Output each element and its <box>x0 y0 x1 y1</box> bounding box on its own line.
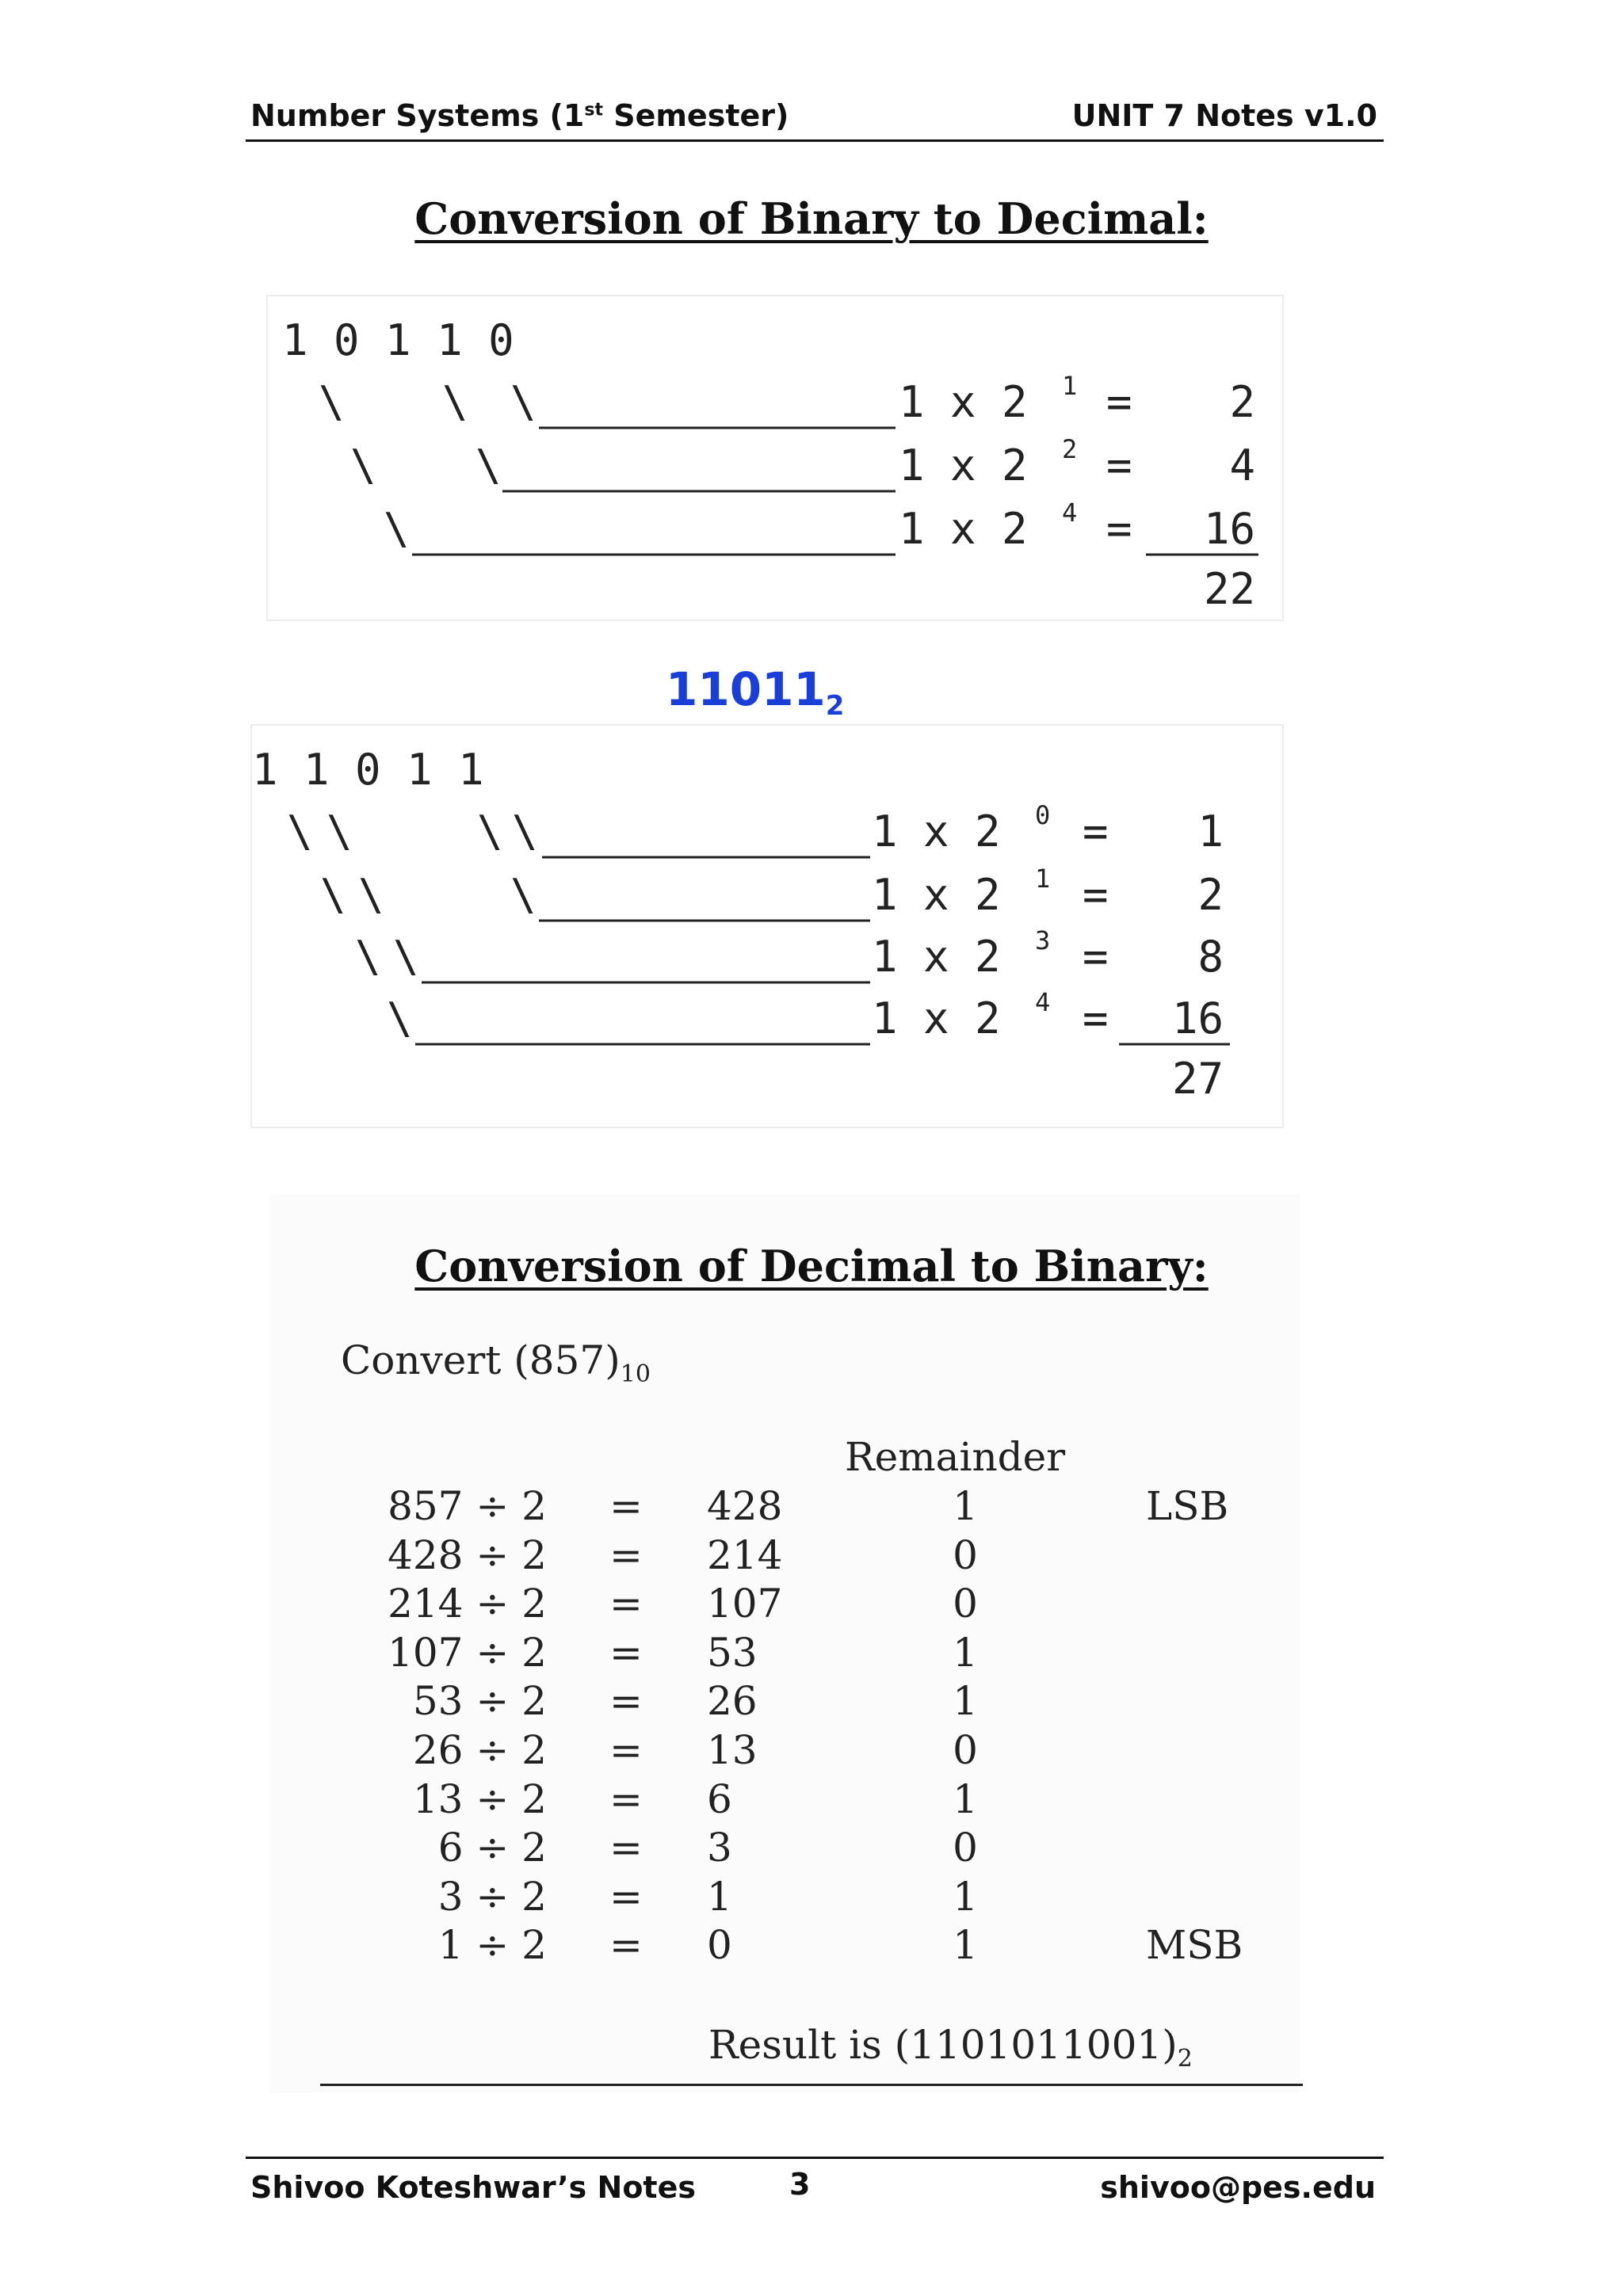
header-unit-label: UNIT 7 Notes v1.0 <box>1071 98 1377 133</box>
division-expr-cell: 428 ÷ 2 <box>388 1531 547 1578</box>
division-quotient-cell: 13 <box>707 1727 758 1773</box>
division-quotient-cell: 107 <box>707 1581 783 1627</box>
svg-text:\: \ <box>358 870 384 920</box>
svg-text:1: 1 <box>1062 371 1078 401</box>
svg-text:\: \ <box>287 807 313 856</box>
svg-text:1 x 2: 1 x 2 <box>899 377 1028 427</box>
svg-text:1 x 2: 1 x 2 <box>872 870 1001 920</box>
svg-text:=: = <box>1083 994 1109 1043</box>
fig2-leader-lines <box>415 857 870 1044</box>
division-eq-cell: = <box>609 1678 643 1725</box>
footer-author: Shivoo Koteshwar’s Notes <box>250 2170 696 2205</box>
fig1-row-3 <box>899 498 1255 554</box>
svg-text:0: 0 <box>1035 800 1051 830</box>
division-expr-cell: 26 ÷ 2 <box>412 1727 547 1773</box>
svg-text:1: 1 <box>1035 864 1051 894</box>
division-quotient-cell: 428 <box>707 1483 783 1529</box>
binary-to-decimal-figure-1 <box>266 295 1284 621</box>
division-eq-cell: = <box>609 1825 643 1871</box>
fig2-slashes <box>287 807 538 1043</box>
fig2-row-2 <box>872 864 1224 920</box>
division-eq-cell: = <box>609 1922 643 1969</box>
division-remainder-cell: 0 <box>953 1727 978 1773</box>
fig2-row-4 <box>872 987 1224 1043</box>
division-quotient-cell: 0 <box>707 1922 732 1969</box>
fig1-row-1 <box>899 371 1255 427</box>
svg-text:2: 2 <box>1062 434 1078 464</box>
division-remainder-cell: 1 <box>953 1483 978 1529</box>
svg-text:1 x 2: 1 x 2 <box>899 441 1028 490</box>
svg-text:\: \ <box>355 932 381 982</box>
result-divider <box>320 2084 1303 2086</box>
division-eq-cell: = <box>609 1531 643 1578</box>
division-quotient-cell: 26 <box>707 1678 758 1725</box>
page-footer <box>246 2157 1384 2214</box>
svg-text:1 x 2: 1 x 2 <box>899 504 1028 554</box>
svg-text:4: 4 <box>1229 441 1255 490</box>
svg-text:\: \ <box>350 441 376 490</box>
division-quotient-cell: 53 <box>707 1629 758 1676</box>
svg-text:\: \ <box>442 377 468 427</box>
remainder-header: Remainder <box>845 1434 1066 1480</box>
svg-text:16: 16 <box>1203 504 1255 554</box>
svg-text:1 x 2: 1 x 2 <box>872 807 1001 856</box>
svg-text:=: = <box>1106 441 1132 490</box>
division-expr-cell: 13 ÷ 2 <box>412 1775 547 1822</box>
svg-text:\: \ <box>327 807 353 856</box>
division-remainder-cell: 0 <box>953 1581 978 1627</box>
svg-text:4: 4 <box>1062 498 1078 528</box>
svg-text:=: = <box>1106 377 1132 427</box>
svg-text:=: = <box>1083 932 1109 982</box>
svg-text:\: \ <box>384 504 410 554</box>
division-quotient-cell: 3 <box>707 1825 732 1871</box>
division-quotient-cell: 1 <box>707 1873 732 1920</box>
header-course-title: Number Systems (1st Semester) <box>250 98 789 133</box>
division-quotient-cell: 214 <box>707 1531 783 1578</box>
svg-text:1: 1 <box>1197 807 1224 856</box>
division-quotient-cell: 6 <box>707 1775 732 1822</box>
division-eq-cell: = <box>609 1727 643 1773</box>
fig1-row-2 <box>899 434 1255 490</box>
fig2-bits: 1 1 0 1 1 <box>252 745 484 795</box>
division-expr-cell: 107 ÷ 2 <box>388 1629 547 1676</box>
section-title-decimal-to-binary: Conversion of Decimal to Binary: <box>414 1241 1209 1291</box>
division-eq-cell: = <box>609 1581 643 1627</box>
svg-text:\: \ <box>387 994 413 1043</box>
footer-email: shivoo@pes.edu <box>1100 2170 1376 2205</box>
fig1-bits: 1 0 1 1 0 <box>282 315 514 365</box>
svg-text:\: \ <box>320 870 346 920</box>
result-text: Result is $(1101011001)_2$ <box>708 2022 1193 2073</box>
footer-page-number: 3 <box>789 2167 811 2202</box>
svg-text:16: 16 <box>1171 994 1224 1043</box>
division-tag-cell: LSB <box>1146 1483 1229 1529</box>
division-expr-cell: 214 ÷ 2 <box>388 1581 547 1627</box>
svg-text:=: = <box>1106 504 1132 554</box>
division-remainder-cell: 1 <box>953 1775 978 1822</box>
example2-label: $11011_2$ <box>666 662 845 722</box>
division-remainder-cell: 0 <box>953 1825 978 1871</box>
svg-text:=: = <box>1083 807 1109 856</box>
fig1-total: 22 <box>1203 564 1255 614</box>
svg-text:\: \ <box>477 807 503 856</box>
division-eq-cell: = <box>609 1483 643 1529</box>
division-expr-cell: 3 ÷ 2 <box>437 1873 547 1920</box>
fig1-slashes <box>319 377 537 554</box>
division-expr-cell: 6 ÷ 2 <box>437 1825 547 1871</box>
fig2-row-3 <box>872 925 1224 982</box>
division-eq-cell: = <box>609 1775 643 1822</box>
division-remainder-cell: 0 <box>953 1531 978 1578</box>
svg-text:\: \ <box>319 377 345 427</box>
svg-text:2: 2 <box>1229 377 1255 427</box>
svg-text:2: 2 <box>1197 870 1224 920</box>
binary-to-decimal-figure-2 <box>250 724 1284 1128</box>
svg-text:\: \ <box>510 870 537 920</box>
page-header <box>246 93 1384 142</box>
section-title-binary-to-decimal: Conversion of Binary to Decimal: <box>414 193 1209 244</box>
division-eq-cell: = <box>609 1873 643 1920</box>
svg-text:=: = <box>1083 870 1109 920</box>
division-remainder-cell: 1 <box>953 1922 978 1969</box>
svg-text:\: \ <box>510 377 537 427</box>
svg-text:1 x 2: 1 x 2 <box>872 932 1001 982</box>
division-remainder-cell: 1 <box>953 1629 978 1676</box>
division-expr-cell: 53 ÷ 2 <box>412 1678 547 1725</box>
svg-text:\: \ <box>512 807 538 856</box>
division-expr-cell: 1 ÷ 2 <box>437 1922 547 1969</box>
svg-text:\: \ <box>475 441 502 490</box>
division-eq-cell: = <box>609 1629 643 1676</box>
division-remainder-cell: 1 <box>953 1873 978 1920</box>
svg-text:3: 3 <box>1035 925 1051 955</box>
svg-text:\: \ <box>393 932 419 982</box>
fig2-row-1 <box>872 800 1224 856</box>
division-tag-cell: MSB <box>1146 1922 1243 1969</box>
svg-text:8: 8 <box>1197 932 1224 982</box>
division-expr-cell: 857 ÷ 2 <box>388 1483 547 1529</box>
convert-prompt: Convert $(857)_{10}$ <box>341 1337 651 1388</box>
fig2-total: 27 <box>1171 1054 1224 1104</box>
svg-text:1 x 2: 1 x 2 <box>872 994 1001 1043</box>
svg-text:4: 4 <box>1035 987 1051 1017</box>
division-remainder-cell: 1 <box>953 1678 978 1725</box>
